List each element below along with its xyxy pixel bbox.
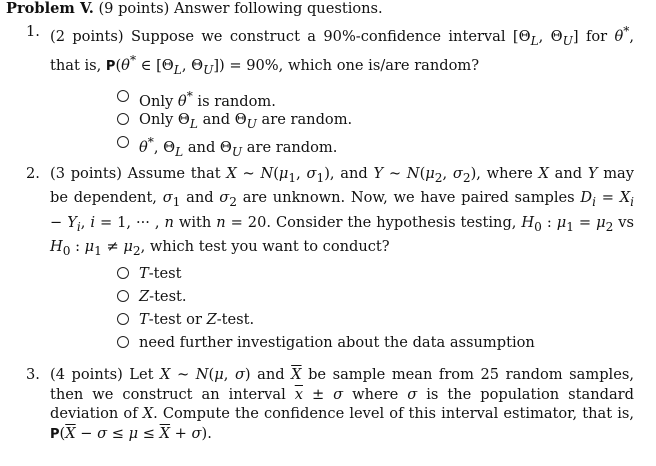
- option-label: Only θ* is random.: [139, 89, 276, 110]
- option-label: T-test: [139, 265, 182, 282]
- question-number: 3.: [26, 366, 40, 383]
- option-label: Z-test.: [139, 288, 187, 305]
- option-label: need further investigation about the data assumption: [139, 334, 535, 351]
- option-label: θ*, $\Theta_L$ and $\Theta_U$ are random.: [139, 135, 338, 159]
- option-label: Only $\Theta_L$ and $\Theta_U$ are random.: [139, 111, 353, 131]
- problem-title: [6, 2, 383, 17]
- radio-button[interactable]: [117, 290, 129, 302]
- problem-label: Problem V.: [6, 0, 94, 17]
- question-number: 1.: [26, 23, 40, 40]
- question-1: 1. (2 points) Suppose we construct a 90%-confidence interval [$\Theta_L$, $\Theta_U$] for θ*, that is, P(θ* ∈ [$\Theta_L$, $\Theta_U]) = 90\%$, which one is/are random?: [26, 23, 634, 78]
- radio-button[interactable]: [117, 113, 129, 125]
- problem-points: (9 points) Answer following questions.: [98, 0, 383, 17]
- question-points: (2 points): [50, 27, 124, 45]
- radio-button[interactable]: [117, 90, 129, 102]
- question-3: 3. (4 points) Let X ~ N(μ, σ) and $\overline{X}$ be sample mean from 25 random samples, then we construct an interval $\overline{x} \pm \sigma$ where σ is the population standard deviation of X. Compute the confidence level of this interval estimator, that is, $P(\overline{X} - \sigma \le \mu \le \overline{X} + \sigma)$.: [26, 366, 635, 442]
- option-label: T-test or Z-test.: [139, 311, 255, 328]
- radio-button[interactable]: [117, 336, 129, 348]
- question-points: (3 points): [50, 165, 122, 182]
- radio-button[interactable]: [117, 313, 129, 325]
- radio-button[interactable]: [117, 136, 129, 148]
- question-2: 2. (3 points) Assume that X ~ $N(\mu_1$, $\sigma_1$), and Y ~ $N(\mu_2$, $\sigma_2$), where X and Y may be dependent, $\sigma_1$ and $\sigma_2$ are unknown. Now, we have paired samples $D_i = X_i - Y_i$, i = 1, ··· , n with n = 20. Consider the hypothesis testing, $H_0$ : $\mu_1 = \mu_2$ vs $H_0$ : $\mu_1 \ne \mu_2$, which test you want to conduct?: [26, 165, 635, 259]
- question-number: 2.: [26, 165, 40, 182]
- radio-button[interactable]: [117, 267, 129, 279]
- question-points: (4 points): [50, 366, 123, 383]
